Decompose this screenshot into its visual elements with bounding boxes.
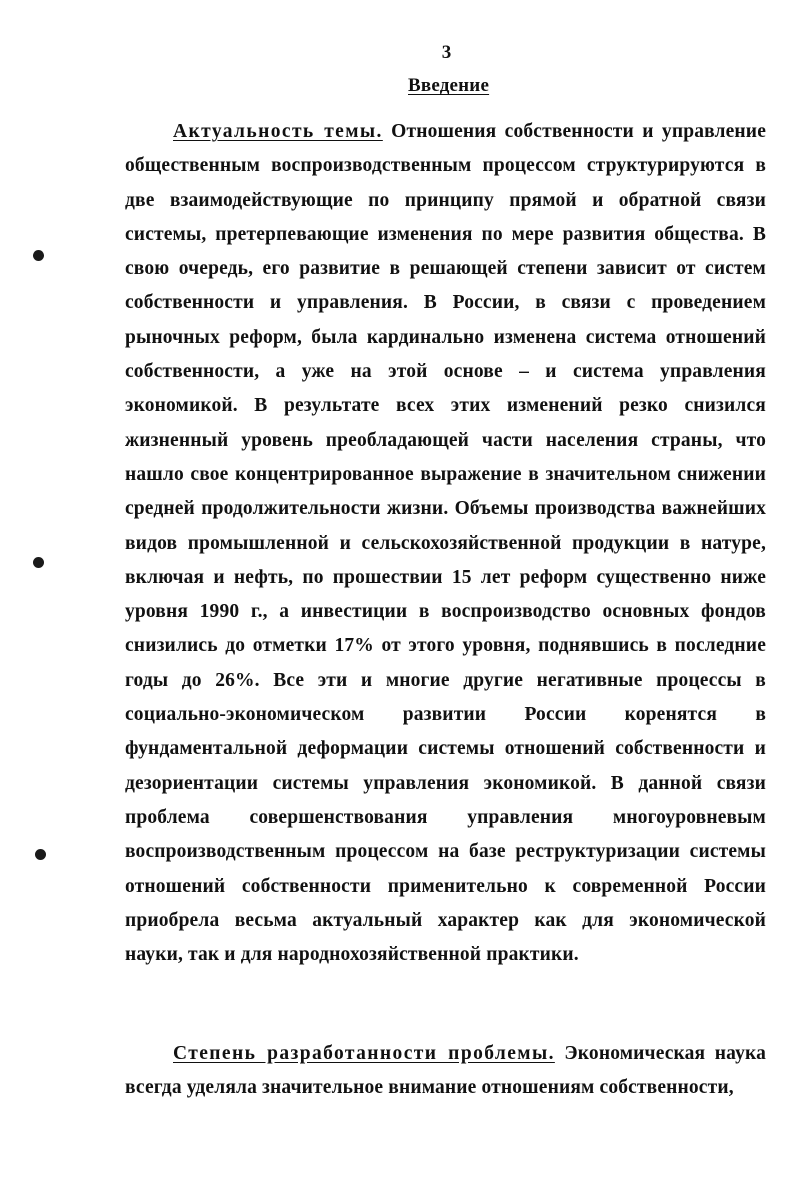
paragraph-lead-elaboration: Степень разработанности проблемы. [173,1043,555,1064]
paragraph-body-elaboration: Экономическая наука всегда уделяла значительное внимание отношениям собственности, [125,1043,766,1099]
section-heading: Введение [408,75,490,96]
paragraph-relevance [125,115,766,972]
punch-hole-mark [33,250,44,261]
paragraph-lead-relevance: Актуальность темы. [173,121,383,142]
punch-hole-mark [35,849,46,860]
page-number: 3 [441,42,452,63]
paragraph-body-relevance: Отношения собственности и управление общественным воспроизводственным процессом структурируются в две взаимодействующие по принципу прямой и обратной связи системы, претерпевающие изменения по мере развития общества. В свою очередь, его развитие в решающей степени зависит от систем собственности и управления. В России, в связи с проведением рыночных реформ, была кардинально изменена система отношений собственности, а уже на этой основе – и система управления экономикой. В результате всех этих изменений резко снизился жизненный уровень преобладающей части населения страны, что нашло свое концентрированное выражение в значительном снижении средней продолжительности жизни. Объемы производства важнейших видов промышленной и сельскохозяйственной продукции в натуре, включая и нефть, по прошествии 15 лет реформ существенно ниже уровня 1990 г., а инвестиции в воспроизводство основных фондов снизились до отметки 17% от этого уровня, поднявшись в последние годы до 26%. Все эти и многие другие негативные процессы в социально-экономическом развитии России коренятся в фундаментальной деформации системы отношений собственности и дезориентации системы управления экономикой. В данной связи проблема совершенствования управления многоуровневым воспроизводственным процессом на базе реструктуризации системы отношений собственности применительно к современной России приобрела весьма актуальный характер как для экономической науки, так и для народнохозяйственной практики. [125,121,766,966]
punch-hole-mark [33,557,44,568]
paragraph-elaboration [125,1037,766,1106]
